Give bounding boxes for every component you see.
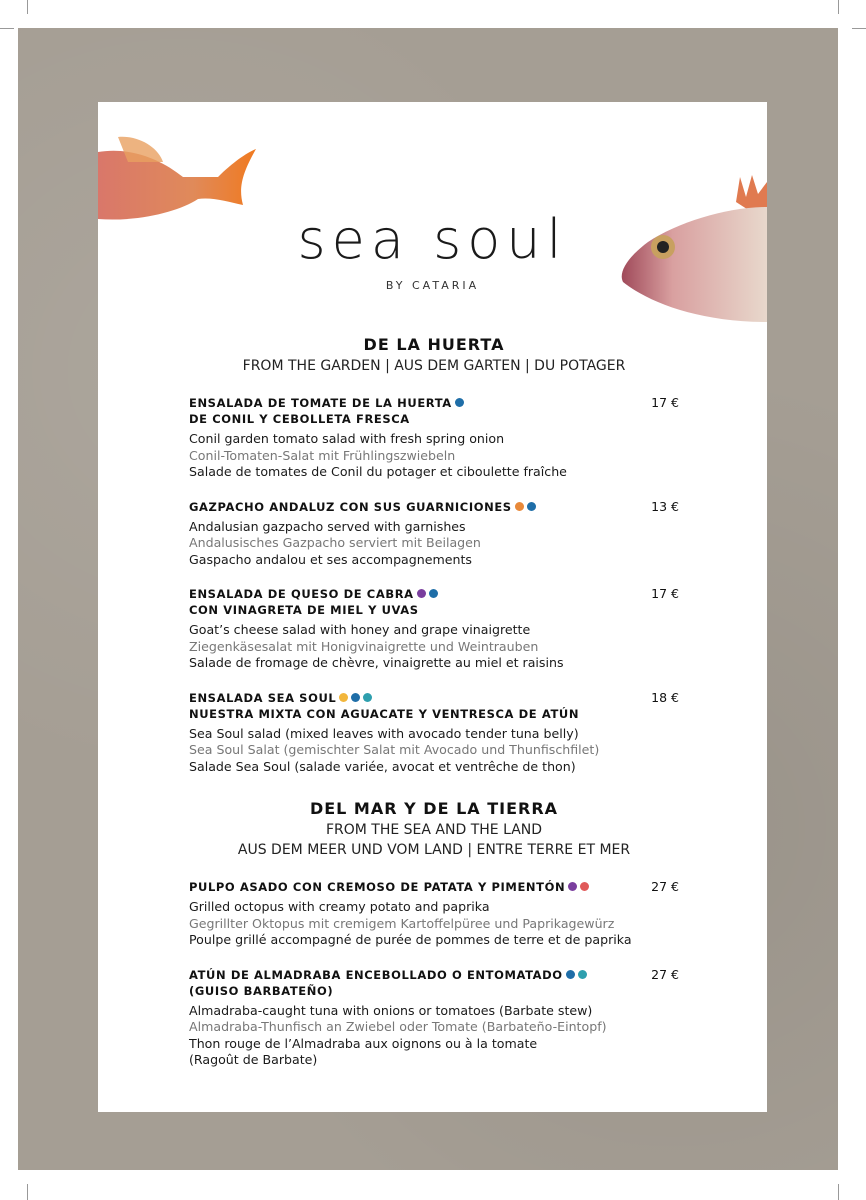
- allergen-blue-icon: [527, 502, 536, 511]
- description-fr: Poulpe grillé accompagné de purée de pommes de terre et de paprika: [189, 932, 632, 947]
- description-de: Gegrillter Oktopus mit cremigem Kartoffelpüree und Paprikagewürz: [189, 915, 615, 931]
- menu-item: [189, 967, 679, 1069]
- allergen-blue-icon: [351, 693, 360, 702]
- dish-name: [189, 967, 679, 983]
- crop-mark: [852, 28, 866, 29]
- menu-item: [189, 395, 679, 481]
- allergen-purple-icon: [417, 589, 426, 598]
- crop-mark: [27, 1184, 28, 1200]
- description-de: Andalusisches Gazpacho serviert mit Beilagen: [189, 535, 481, 550]
- crop-mark: [0, 28, 14, 29]
- dish-name: [189, 602, 679, 618]
- description-fr: (Ragoût de Barbate): [189, 1052, 318, 1067]
- dish-price: 27 €: [651, 879, 679, 894]
- allergen-blue-icon: [455, 398, 464, 407]
- crop-mark: [838, 1184, 839, 1200]
- dish-name-line: (GUISO BARBATEÑO): [189, 983, 334, 998]
- menu-section: [189, 797, 679, 1069]
- description-fr: Salade de fromage de chèvre, vinaigrette au miel et raisins: [189, 655, 564, 670]
- allergen-purple-icon: [568, 882, 577, 891]
- dish-name: [189, 879, 679, 895]
- description-en: Goat’s cheese salad with honey and grape vinaigrette: [189, 622, 531, 637]
- crop-mark: [838, 0, 839, 14]
- dish-name: [189, 395, 679, 411]
- section-subtitle: FROM THE SEA AND THE LAND: [325, 822, 543, 838]
- dish-name: [189, 706, 679, 722]
- section-subtitle: AUS DEM MEER UND VOM LAND | ENTRE TERRE ET MER: [237, 842, 631, 858]
- description-de: Ziegenkäsesalat mit Honigvinaigrette und Weintrauben: [189, 638, 539, 654]
- dish-name-line: ENSALADA DE TOMATE DE LA HUERTA: [189, 396, 452, 410]
- menu-content: [189, 333, 679, 1069]
- allergen-orange-icon: [515, 502, 524, 511]
- allergen-teal-icon: [363, 693, 372, 702]
- dish-price: 13 €: [651, 498, 679, 514]
- description-en: Andalusian gazpacho served with garnishes: [189, 518, 466, 534]
- description-fr: Gaspacho andalou et ses accompagnements: [189, 551, 472, 567]
- description-en: Grilled octopus with creamy potato and paprika: [189, 899, 490, 914]
- dish-name: [189, 983, 679, 999]
- description-en: Conil garden tomato salad with fresh spring onion: [189, 431, 505, 446]
- dish-price: 17 €: [651, 586, 679, 601]
- section-title: DEL MAR Y DE LA TIERRA: [309, 799, 559, 818]
- logo-byline: BY CATARIA: [385, 279, 480, 292]
- dish-name-line: GAZPACHO ANDALUZ CON SUS GUARNICIONES: [189, 499, 512, 514]
- description-en: Sea Soul salad (mixed leaves with avocado tender tuna belly): [189, 725, 579, 741]
- dish-name: [189, 499, 679, 515]
- dish-price: 27 €: [651, 966, 679, 982]
- dish-price: 18 €: [651, 689, 679, 705]
- dish-name-line: NUESTRA MIXTA CON AGUACATE Y VENTRESCA DE ATÚN: [189, 706, 580, 721]
- allergen-yellow-icon: [339, 693, 348, 702]
- dish-name-line: DE CONIL Y CEBOLLETA FRESCA: [189, 412, 410, 426]
- description-de: Almadraba-Thunfisch an Zwiebel oder Tomate (Barbateño-Eintopf): [189, 1019, 607, 1034]
- crop-mark: [27, 0, 28, 14]
- description-de: Conil-Tomaten-Salat mit Frühlingszwiebeln: [189, 447, 456, 463]
- description-fr: Thon rouge de l’Almadraba aux oignons ou à la tomate: [189, 1035, 538, 1051]
- allergen-red-icon: [580, 882, 589, 891]
- menu-item: [189, 879, 679, 949]
- description-fr: Salade Sea Soul (salade variée, avocat et ventrêche de thon): [189, 758, 576, 774]
- description-de: Sea Soul Salat (gemischter Salat mit Avocado und Thunfischfilet): [189, 742, 600, 757]
- dish-name-line: CON VINAGRETA DE MIEL Y UVAS: [189, 603, 419, 617]
- description-en: Almadraba-caught tuna with onions or tomatoes (Barbate stew): [189, 1002, 593, 1018]
- dish-name-line: ATÚN DE ALMADRABA ENCEBOLLADO O ENTOMATADO: [189, 967, 563, 982]
- dish-name: [189, 411, 679, 427]
- menu-section: [189, 333, 679, 775]
- section-subtitle: FROM THE GARDEN | AUS DEM GARTEN | DU POTAGER: [242, 358, 626, 374]
- menu-item: [189, 499, 679, 569]
- logo: sea soul: [297, 208, 568, 271]
- dish-price: 17 €: [651, 395, 679, 410]
- description-fr: Salade de tomates de Conil du potager et ciboulette fraîche: [189, 464, 567, 479]
- dish-name: [189, 586, 679, 602]
- dish-name-line: ENSALADA SEA SOUL: [189, 690, 337, 705]
- menu-item: [189, 690, 679, 776]
- section-title: DE LA HUERTA: [363, 335, 505, 354]
- dish-name: [189, 690, 679, 706]
- dish-name-line: PULPO ASADO CON CREMOSO DE PATATA Y PIMENTÓN: [189, 880, 566, 894]
- menu-item: [189, 586, 679, 672]
- allergen-blue-icon: [566, 970, 575, 979]
- allergen-teal-icon: [578, 970, 587, 979]
- dish-name-line: ENSALADA DE QUESO DE CABRA: [189, 587, 414, 601]
- allergen-blue-icon: [429, 589, 438, 598]
